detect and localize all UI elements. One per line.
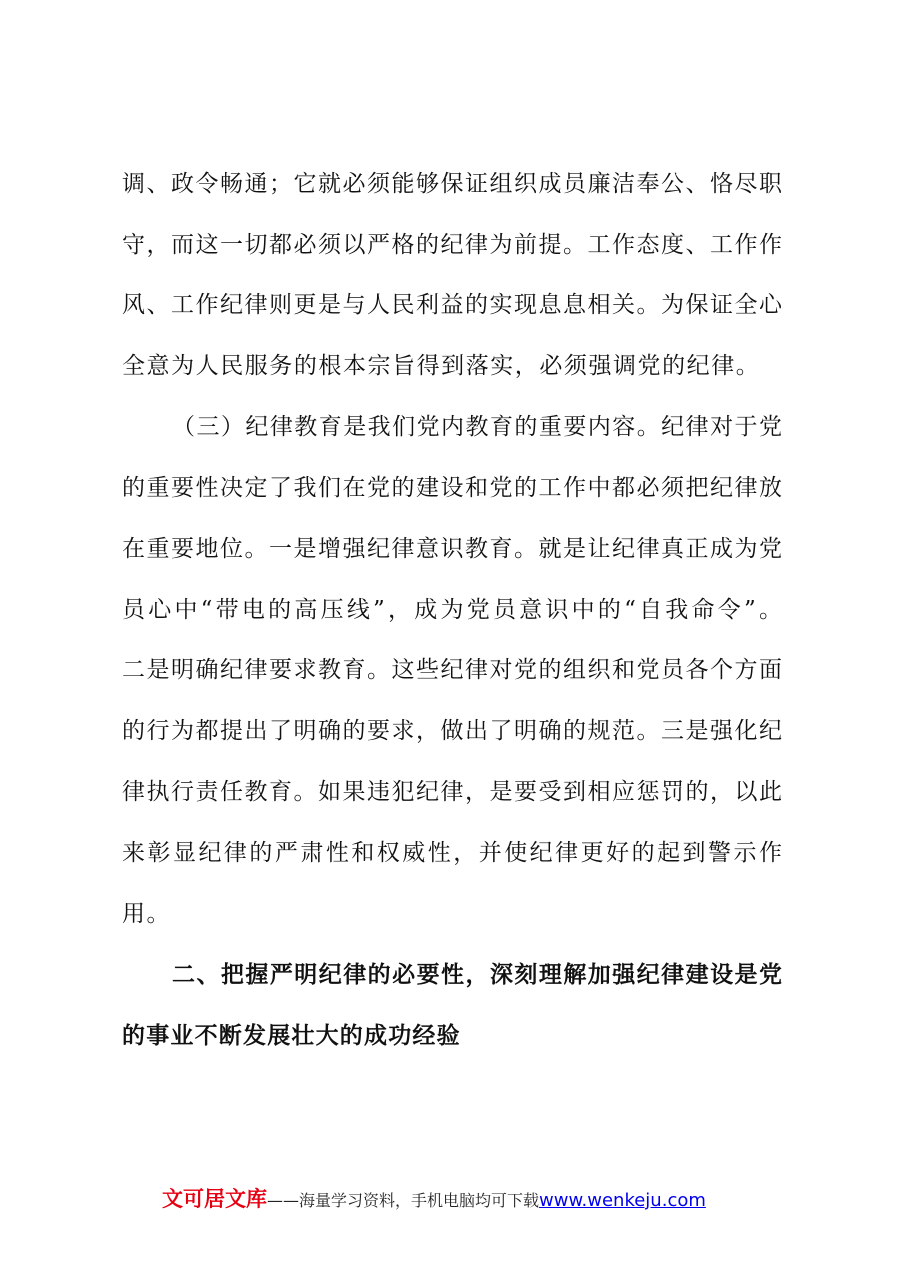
paragraph-line: 的重要性决定了我们在党的建设和党的工作中都必须把纪律放 bbox=[122, 475, 782, 501]
footer-link[interactable]: www.wenkeju.com bbox=[539, 1190, 706, 1211]
paragraph-line: 全意为人民服务的根本宗旨得到落实，必须强调党的纪律。 bbox=[122, 353, 761, 379]
section-heading-line: 二、把握严明纪律的必要性，深刻理解加强纪律建设是党 bbox=[172, 962, 782, 988]
footer-slogan: ——海量学习资料，手机电脑均可下载 bbox=[267, 1191, 540, 1210]
paragraph-line: 守，而这一切都必须以严格的纪律为前提。工作态度、工作作 bbox=[122, 232, 782, 258]
paragraph-line: 风、工作纪律则更是与人民利益的实现息息相关。为保证全心 bbox=[122, 292, 782, 318]
paragraph-line: 的行为都提出了明确的要求，做出了明确的规范。三是强化纪 bbox=[122, 718, 782, 744]
paragraph-line: 员心中“带电的高压线”，成为党员意识中的“自我命令”。 bbox=[122, 597, 782, 623]
paragraph-line: 调、政令畅通；它就必须能够保证组织成员廉洁奉公、恪尽职 bbox=[122, 171, 782, 197]
section-heading-line: 的事业不断发展壮大的成功经验 bbox=[122, 1023, 461, 1049]
paragraph-line: 律执行责任教育。如果违犯纪律，是要受到相应惩罚的，以此 bbox=[122, 779, 782, 805]
paragraph-line: （三）纪律教育是我们党内教育的重要内容。纪律对于党 bbox=[172, 414, 782, 440]
page-footer bbox=[162, 1185, 802, 1213]
paragraph-line: 在重要地位。一是增强纪律意识教育。就是让纪律真正成为党 bbox=[122, 536, 782, 562]
paragraph-line: 二是明确纪律要求教育。这些纪律对党的组织和党员各个方面 bbox=[122, 657, 782, 683]
paragraph-line: 来彰显纪律的严肃性和权威性，并使纪律更好的起到警示作 bbox=[122, 840, 782, 866]
paragraph-line: 用。 bbox=[122, 901, 172, 927]
footer-brand: 文可居文库 bbox=[162, 1187, 267, 1211]
